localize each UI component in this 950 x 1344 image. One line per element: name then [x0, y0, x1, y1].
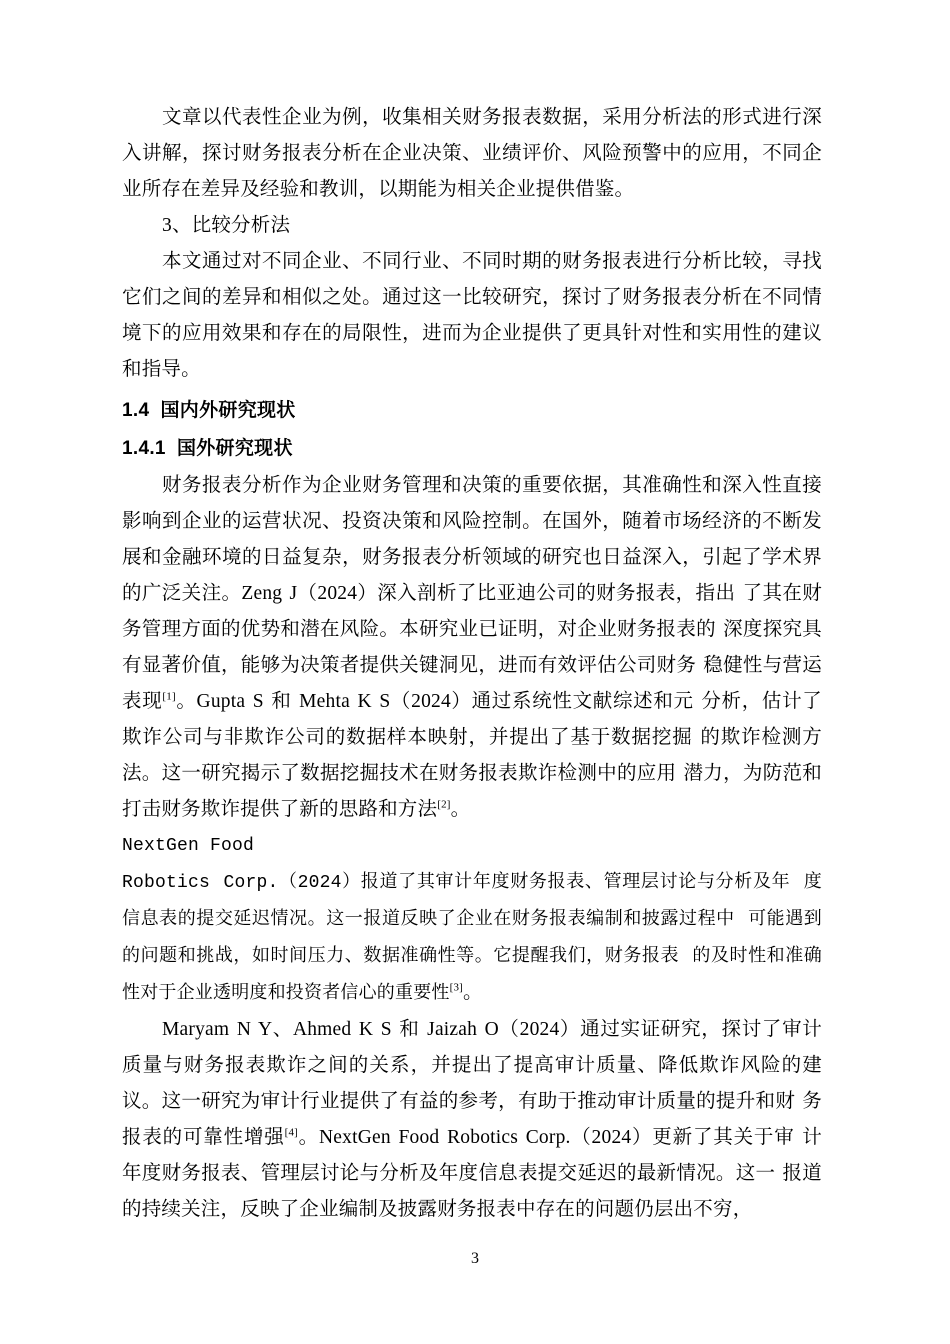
paragraph-comparative-method-body: 本文通过对不同企业、不同行业、不同时期的财务报表进行分析比较，寻找它们之间的差异和相似之处。通过这一比较研究，探讨了财务报表分析在不同情境下的应用效果和存在的局限性，进而为企业提供了更具针对性和实用性的建议和指导。 [122, 251, 822, 380]
paragraph-overseas-research-2-text2: 。 [463, 982, 483, 1003]
paragraph-overseas-research-2-text: Robotics Corp.（2024）报道了其审计年度财务报表、管理层讨论与分析及年 度信息表的提交延迟情况。这一报道反映了企业在财务报表编制和披露过程中 可能遇到的问题和挑战，如时间压力、数据准确性等。它提醒我们，财务报表 的及时性和准确性对于企业透明度和投资者信心的重要性 [122, 873, 822, 1004]
section-heading-1-4 [122, 392, 822, 430]
citation-ref-4: [4] [284, 1126, 299, 1139]
section-heading-1-4-title: 国内外研究现状 [160, 400, 296, 421]
paragraph-overseas-research-1-text: 财务报表分析作为企业财务管理和决策的重要依据，其准确性和深入性直接影响到企业的运营状况、投资决策和风险控制。在国外，随着市场经济的不断发展和金融环境的日益复杂，财务报表分析领域的研究也日益深入，引起了学术界的广泛关注。Zeng J（2024）深入剖析了比亚迪公司的财务报表，指出 了其在财务管理方面的优势和潜在风险。本研究业已证明，对企业财务报表的 深度探究具有显著价值，能够为决策者提供关键洞见，进而有效评估公司财务 稳健性与营运表现 [122, 475, 822, 712]
paragraph-nextgen-company-line: NextGen Food [122, 836, 255, 856]
section-heading-1-4-1-number: 1.4.1 [122, 438, 166, 459]
section-heading-1-4-number: 1.4 [122, 400, 150, 421]
citation-ref-3: [3] [449, 981, 464, 994]
paragraph-overseas-research-3 [122, 1012, 822, 1228]
paragraph-overseas-research-3-text2: 。NextGen Food Robotics Corp.（2024）更新了其关于审 计年度财务报表、管理层讨论与分析及年度信息表提交延迟的最新情况。这一 报道的持续关注，反映了企业编制及披露财务报表中存在的问题仍层出不穷， [122, 1127, 822, 1220]
paragraph-overseas-research-1-text2: 。Gupta S 和 Mehta K S（2024）通过系统性文献综述和元 分析，估计了欺诈公司与非欺诈公司的数据样本映射，并提出了基于数据挖掘 的欺诈检测方法。这一研究揭示了数据挖掘技术在财务报表欺诈检测中的应用 潜力，为防范和打击财务欺诈提供了新的思路和方法 [122, 691, 823, 820]
paragraph-overseas-research-3-text: Maryam N Y、Ahmed K S 和 Jaizah O（2024）通过实证研究，探讨了审计 质量与财务报表欺诈之间的关系，并提出了提高审计质量、降低欺诈风险的建 议。这一研究为审计行业提供了有益的参考，有助于推动审计质量的提升和财 务报表的可靠性增强 [122, 1019, 822, 1148]
paragraph-comparative-method-label: 3、比较分析法 [162, 215, 291, 236]
section-heading-1-4-1-title: 国外研究现状 [176, 438, 293, 459]
page-content [122, 100, 822, 1228]
page-number: 3 [471, 1250, 479, 1267]
paragraph-overseas-research-1 [122, 468, 822, 828]
citation-ref-2: [2] [437, 798, 451, 811]
citation-ref-1: [1] [162, 690, 176, 703]
paragraph-overseas-research-2 [122, 864, 822, 1012]
paragraph-intro-method: 文章以代表性企业为例，收集相关财务报表数据，采用分析法的形式进行深入讲解，探讨财务报表分析在企业决策、业绩评价、风险预警中的应用，不同企业所存在差异及经验和教训，以期能为相关企业提供借鉴。 [122, 107, 822, 200]
section-heading-1-4-1 [122, 430, 822, 468]
paragraph-overseas-research-1-text3: 。 [450, 799, 471, 820]
